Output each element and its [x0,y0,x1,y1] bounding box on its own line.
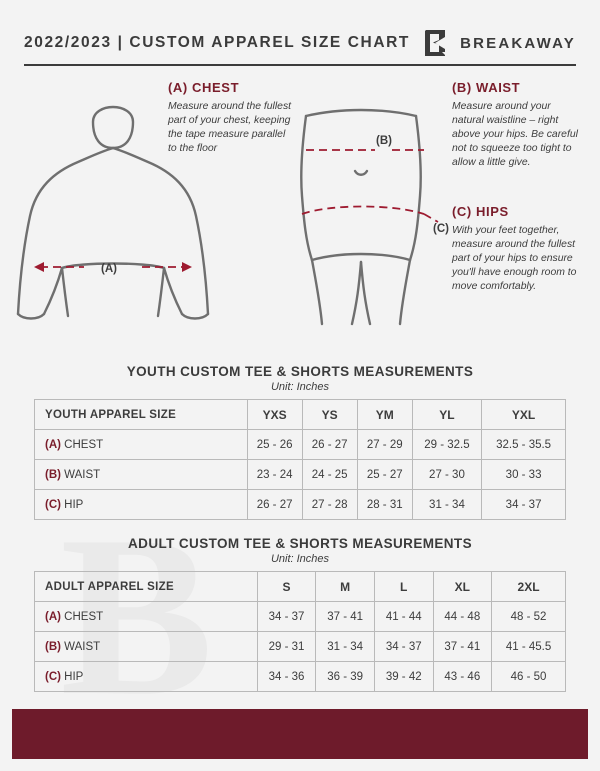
row-tag: (A) [45,610,61,623]
youth-r0-c2: 27 - 29 [357,430,412,460]
row-tag: (A) [45,438,61,451]
row-tag: (C) [45,498,61,511]
youth-section [0,364,600,520]
adult-r1-c3: 37 - 41 [433,632,492,662]
youth-size-3: YL [412,400,481,430]
header-divider [24,64,576,66]
brand-name: BREAKAWAY [460,34,576,52]
adult-r0-c3: 44 - 48 [433,602,492,632]
note-chest [168,80,292,156]
table-row [35,662,566,692]
breakaway-b-logo-icon [422,28,448,58]
note-waist [452,80,584,170]
youth-title: YOUTH CUSTOM TEE & SHORTS MEASUREMENTS [126,364,474,379]
note-waist-body: Measure around your natural waistline – right above your hips. Be careful not to squeeze too tight to allow a little give. [452,101,578,169]
youth-r2-c2: 28 - 31 [357,490,412,520]
youth-r1-c4: 30 - 33 [482,460,566,490]
note-hips [452,204,588,294]
adult-r1-c2: 34 - 37 [374,632,433,662]
adult-size-3: XL [433,572,492,602]
row-tag: (B) [45,640,61,653]
note-hips-body: With your feet together, measure around the fullest part of your hips to ensure you'll have enough room to move comfortably. [452,225,577,293]
adult-size-1: M [316,572,375,602]
youth-r1-c3: 27 - 30 [412,460,481,490]
youth-size-4: YXL [482,400,566,430]
adult-r0-c1: 37 - 41 [316,602,375,632]
row-tag: (C) [45,670,61,683]
youth-r0-c0: 25 - 26 [247,430,302,460]
table-header-row [35,572,566,602]
youth-size-1: YS [302,400,357,430]
adult-section [0,536,600,692]
adult-row-0-label [35,602,258,632]
page-title: 2022/2023 | CUSTOM APPAREL SIZE CHART [24,34,410,51]
table-row [35,490,566,520]
row-label: WAIST [60,468,101,481]
row-label: CHEST [60,438,104,451]
adult-r2-c4: 46 - 50 [492,662,566,692]
adult-head-label: ADULT APPAREL SIZE [35,572,258,602]
youth-row-0-label [35,430,248,460]
adult-r1-c0: 29 - 31 [257,632,316,662]
adult-r2-c0: 34 - 36 [257,662,316,692]
youth-size-0: YXS [247,400,302,430]
row-label: WAIST [60,640,101,653]
adult-unit: Unit: Inches [270,553,330,565]
youth-r2-c4: 34 - 37 [482,490,566,520]
diagram-label-waist: (B) [376,135,392,147]
youth-row-1-label [35,460,248,490]
youth-head-label: YOUTH APPAREL SIZE [35,400,248,430]
adult-r1-c4: 41 - 45.5 [492,632,566,662]
adult-title: ADULT CUSTOM TEE & SHORTS MEASUREMENTS [128,536,472,551]
youth-r0-c4: 32.5 - 35.5 [482,430,566,460]
adult-size-4: 2XL [492,572,566,602]
youth-row-2-label [35,490,248,520]
table-row [35,602,566,632]
page-header [0,0,600,70]
adult-r2-c3: 43 - 46 [433,662,492,692]
youth-r0-c1: 26 - 27 [302,430,357,460]
youth-r1-c2: 25 - 27 [357,460,412,490]
note-hips-title: (C) HIPS [452,204,509,219]
table-row [35,460,566,490]
table-row [35,430,566,460]
footer-bar [12,709,588,759]
adult-r0-c2: 41 - 44 [374,602,433,632]
adult-row-1-label [35,632,258,662]
brand [422,28,576,58]
adult-r0-c4: 48 - 52 [492,602,566,632]
adult-size-2: L [374,572,433,602]
diagram-label-chest: (A) [101,263,117,275]
adult-r0-c0: 34 - 37 [257,602,316,632]
row-tag: (B) [45,468,61,481]
adult-r2-c2: 39 - 42 [374,662,433,692]
adult-row-2-label [35,662,258,692]
adult-r1-c1: 31 - 34 [316,632,375,662]
youth-size-table [34,399,566,520]
youth-r1-c0: 23 - 24 [247,460,302,490]
row-label: CHEST [60,610,104,623]
adult-size-table [34,571,566,692]
youth-r2-c3: 31 - 34 [412,490,481,520]
youth-unit: Unit: Inches [270,381,330,393]
note-waist-title: (B) WAIST [452,80,521,95]
row-label: HIP [60,498,84,511]
table-row [35,632,566,662]
youth-r2-c1: 27 - 28 [302,490,357,520]
adult-r2-c1: 36 - 39 [316,662,375,692]
diagram-label-hip: (C) [433,223,449,235]
youth-size-2: YM [357,400,412,430]
measurement-illustrations [0,76,600,356]
note-chest-body: Measure around the fullest part of your chest, keeping the tape measure parallel to the floor [168,101,292,155]
youth-r2-c0: 26 - 27 [247,490,302,520]
table-header-row [35,400,566,430]
youth-r1-c1: 24 - 25 [302,460,357,490]
youth-r0-c3: 29 - 32.5 [412,430,481,460]
note-chest-title: (A) CHEST [168,80,240,95]
adult-size-0: S [257,572,316,602]
row-label: HIP [60,670,84,683]
